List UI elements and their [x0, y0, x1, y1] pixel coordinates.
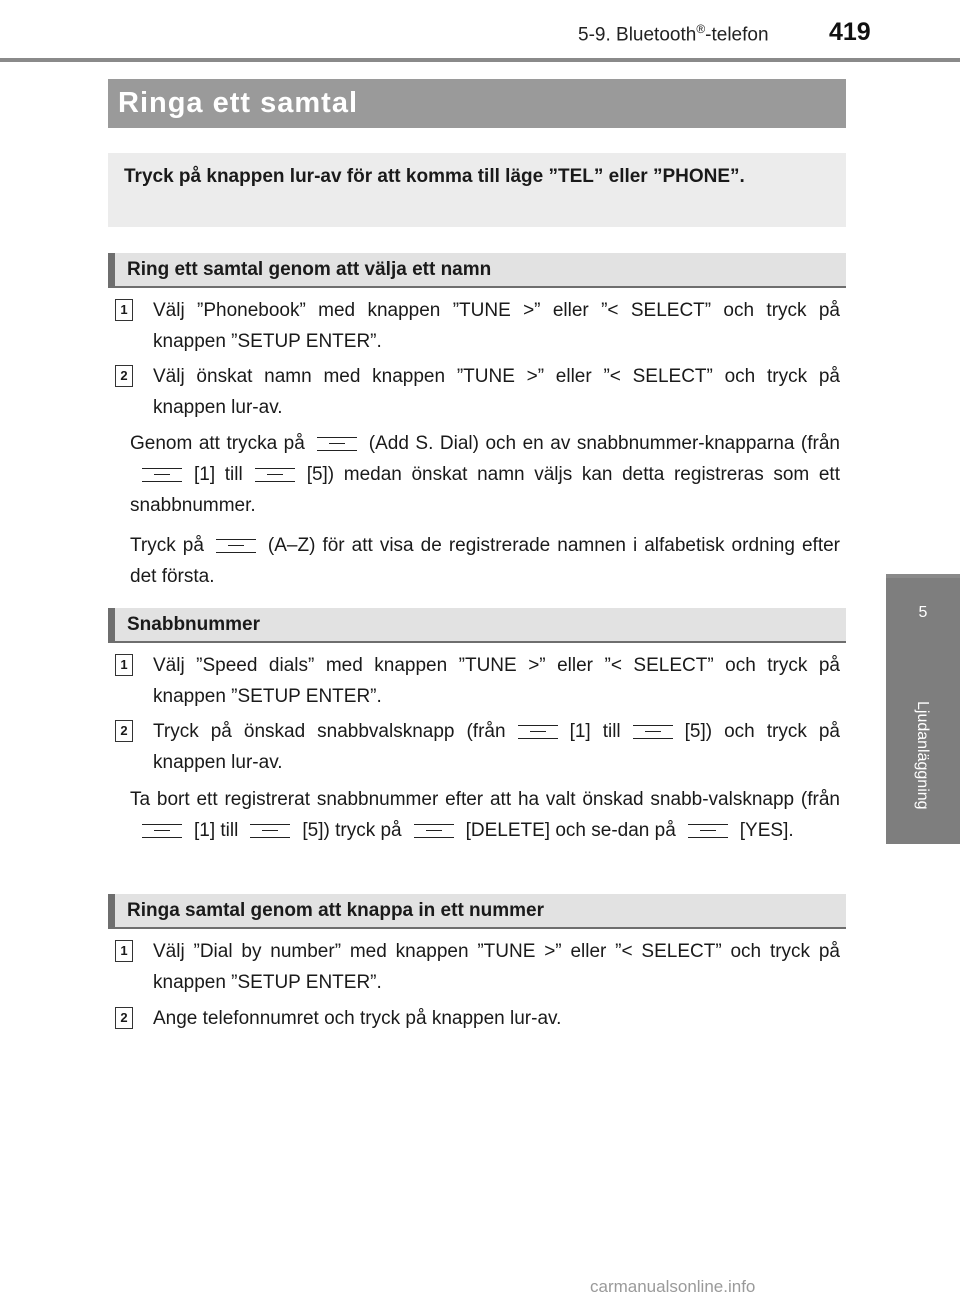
header-rule	[0, 58, 960, 62]
step-text: Välj ”Dial by number” med knappen ”TUNE >” eller ”< SELECT” och tryck på knappen ”SETUP ENTER”.	[153, 941, 840, 993]
step-text: Välj önskat namn med knappen ”TUNE >” eller ”< SELECT” och tryck på knappen lur-av.	[153, 366, 840, 418]
watermark: carmanualsonline.info	[590, 1277, 756, 1296]
step-number: 1	[115, 654, 133, 676]
list-item	[115, 716, 840, 778]
preset-button-icon	[142, 468, 182, 482]
paragraph: Ta bort ett registrerat snabbnummer efter att ha valt önskad snabb-valsknapp (från [1] till [5]) tryck på [DELETE] och se-dan på [YES].	[130, 789, 840, 841]
step-text: Välj ”Phonebook” med knappen ”TUNE >” eller ”< SELECT” och tryck på knappen ”SETUP ENTER”.	[153, 300, 840, 352]
preset-button-icon	[317, 437, 357, 451]
subhead-name-dial: Ring ett samtal genom att välja ett namn	[108, 253, 846, 288]
preset-button-icon	[216, 539, 256, 553]
preset-button-icon	[250, 824, 290, 838]
subhead-speed-dial: Snabbnummer	[108, 608, 846, 643]
list-item	[115, 650, 840, 712]
chapter-label: Ljudanläggning	[914, 701, 931, 810]
preset-button-icon	[688, 824, 728, 838]
step-text: Välj ”Speed dials” med knappen ”TUNE >” eller ”< SELECT” och tryck på knappen ”SETUP ENTER”.	[153, 655, 840, 707]
paragraph: Genom att trycka på (Add S. Dial) och en av snabbnummer-knapparna (från [1] till [5]) medan önskat namn väljs kan detta registreras som ett snabbnummer.	[130, 433, 840, 516]
step-text: Tryck på önskad snabbvalsknapp (från [1] till [5]) och tryck på knappen lur-av.	[153, 721, 840, 773]
preset-button-icon	[414, 824, 454, 838]
step-number: 2	[115, 365, 133, 387]
step-number: 2	[115, 720, 133, 742]
list-item	[115, 936, 840, 998]
step-number: 1	[115, 940, 133, 962]
section-title: Ringa ett samtal	[108, 79, 846, 128]
page-number: 419	[829, 18, 871, 46]
step-number: 2	[115, 1007, 133, 1029]
preset-button-icon	[518, 725, 558, 739]
side-tab-spacer	[886, 250, 960, 574]
preset-button-icon	[255, 468, 295, 482]
intro-box: Tryck på knappen lur-av för att komma till läge ”TEL” eller ”PHONE”.	[108, 153, 846, 227]
preset-button-icon	[633, 725, 673, 739]
list-item	[115, 295, 840, 357]
header-title: 5-9. Bluetooth®-telefon	[578, 22, 769, 46]
step-number: 1	[115, 299, 133, 321]
chapter-number: 5	[918, 604, 928, 621]
paragraph: Tryck på (A–Z) för att visa de registrerade namnen i alfabetisk ordning efter det första.	[130, 535, 840, 587]
list-item	[115, 1003, 840, 1034]
preset-button-icon	[142, 824, 182, 838]
list-item	[115, 361, 840, 423]
subhead-dial-number: Ringa samtal genom att knappa in ett nummer	[108, 894, 846, 929]
step-text: Ange telefonnumret och tryck på knappen lur-av.	[153, 1008, 562, 1029]
